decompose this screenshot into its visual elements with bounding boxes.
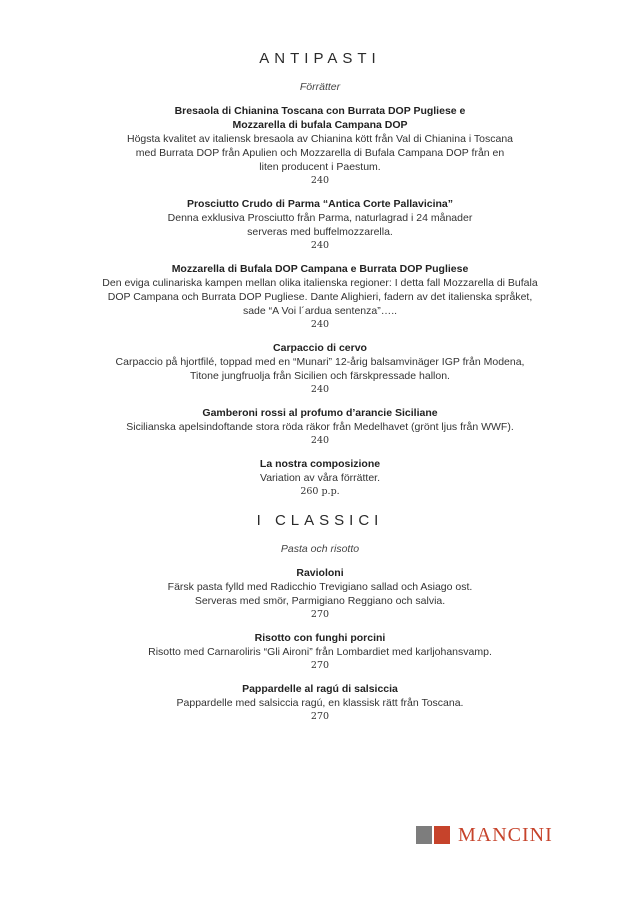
antipasti-dish-list (0, 104, 640, 499)
dish-name: Mozzarella di Bufala DOP Campana e Burrata DOP Pugliese (171, 263, 469, 275)
dish-name: Pappardelle al ragú di salsiccia (242, 683, 398, 695)
dish-price: 270 (310, 660, 330, 671)
dish-item (0, 406, 640, 448)
dish-item (0, 682, 640, 724)
dish-item (0, 631, 640, 673)
dish-price: 240 (310, 435, 330, 446)
dish-item (0, 104, 640, 188)
dish-description: Carpaccio på hjortfilé, toppad med en “Munari” 12-årig balsamvinäger IGP från Modena, Titone jungfruolja från Sicilien och färskpressade hallon. (115, 356, 525, 382)
dish-name: Bresaola di Chianina Toscana con Burrata DOP Pugliese e Mozzarella di bufala Campana DOP (174, 105, 466, 131)
dish-description: Den eviga culinariska kampen mellan olika italienska regioner: I detta fall Mozzarella di Bufala DOP Campana och Burrata DOP Pugliese. Dante Alighieri, fadern av det italienska språket, sade “A Voi l´ardua sentenza”….. (102, 277, 538, 317)
dish-price: 240 (310, 240, 330, 251)
section-title-antipasti: ANTIPASTI (259, 50, 381, 67)
dish-item (0, 341, 640, 397)
dish-name: Prosciutto Crudo di Parma “Antica Corte Pallavicina” (186, 198, 454, 210)
section-subtitle-classici: Pasta och risotto (280, 543, 360, 555)
dish-description: Denna exklusiva Prosciutto från Parma, naturlagrad i 24 månader serveras med buffelmozzarella. (167, 212, 473, 238)
logo-wordmark: MANCINI (458, 823, 553, 846)
dish-price: 270 (310, 609, 330, 620)
dish-price: 260 p.p. (300, 486, 340, 497)
dish-description: Sicilianska apelsindoftande stora röda räkor från Medelhavet (grönt ljus från WWF). (126, 421, 514, 433)
dish-name: La nostra composizione (259, 458, 381, 470)
classici-section (0, 512, 640, 724)
dish-name: Ravioloni (296, 567, 344, 579)
dish-name: Carpaccio di cervo (273, 342, 367, 354)
dish-price: 270 (310, 711, 330, 722)
dish-description: Högsta kvalitet av italiensk bresaola av Chianina kött från Val di Chianina i Toscana med Burrata DOP från Apulien och Mozzarella di Bufala Campana DOP från en liten producent i Paestum. (127, 133, 513, 173)
dish-price: 240 (310, 384, 330, 395)
dish-description: Pappardelle med salsiccia ragú, en klassisk rätt från Toscana. (176, 697, 464, 709)
dish-item (0, 457, 640, 499)
dish-description: Variation av våra förrätter. (259, 472, 381, 484)
dish-description: Risotto med Carnaroliris “Gli Aironi” från Lombardiet med karljohansvamp. (148, 646, 492, 658)
dish-item (0, 566, 640, 622)
logo-red-square (434, 826, 450, 844)
mancini-logo (416, 824, 553, 846)
dish-price: 240 (310, 319, 330, 330)
dish-item (0, 197, 640, 253)
dish-item (0, 262, 640, 332)
dish-price: 240 (310, 175, 330, 186)
logo-gray-square (416, 826, 432, 844)
dish-name: Risotto con funghi porcini (254, 632, 386, 644)
dish-description: Färsk pasta fylld med Radicchio Trevigiano sallad och Asiago ost. Serveras med smör, Parmigiano Reggiano och salvia. (167, 581, 473, 607)
dish-name: Gamberoni rossi al profumo d’arancie Siciliane (202, 407, 438, 419)
antipasti-section (0, 50, 640, 499)
section-subtitle-antipasti: Förrätter (299, 81, 341, 93)
classici-dish-list (0, 566, 640, 724)
section-title-classici: I CLASSICI (256, 512, 384, 529)
